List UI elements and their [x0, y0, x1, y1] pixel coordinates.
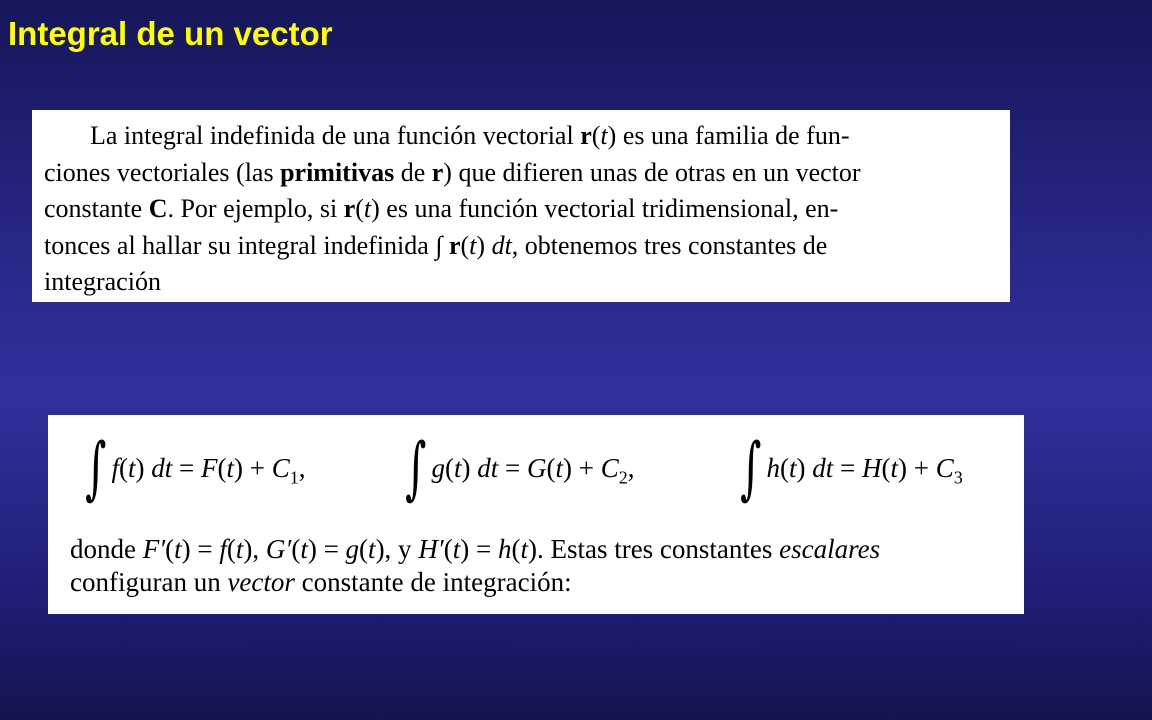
equation-row [48, 427, 1024, 537]
equation-f: ∫ f(t) dt = $F(t) + C_1$, [85, 429, 306, 508]
paragraph-line-4: tonces al hallar su integral indefinida ∫ r(t) dt, obtenemos tres constantes de [44, 230, 828, 260]
description-line-1: donde F′(t) = f(t), G′(t) = g(t), y H′(t) = h(t). Estas tres constantes escalares [70, 534, 881, 564]
paragraph-line-2: ciones vectoriales (las primitivas de r) que difieren unas de otras en un vector [44, 157, 861, 187]
definition-text-panel [32, 110, 1010, 302]
integral-sign-icon: ∫ [85, 429, 107, 508]
integral-sign-icon: ∫ [405, 429, 427, 508]
paragraph-line-3: constante C. Por ejemplo, si r(t) es una función vectorial tridimensional, en- [44, 194, 839, 223]
description-line-2: configuran un vector constante de integración: [70, 567, 572, 597]
paragraph-line-5: integración [44, 267, 161, 296]
equations-panel [48, 415, 1024, 614]
equation-g: ∫ g(t) dt = $G(t) + C_2$, [405, 429, 635, 508]
integral-sign-icon: ∫ [740, 429, 762, 508]
slide-title: Integral de un vector [8, 15, 333, 52]
equation-h: ∫ h(t) dt = $H(t) + C_3$ [740, 429, 963, 508]
integral-sign-icon: ∫ [435, 230, 443, 260]
constants-description [70, 533, 880, 599]
paragraph-line-1: La integral indefinida de una función vectorial r(t) es una familia de fun- [90, 121, 850, 150]
